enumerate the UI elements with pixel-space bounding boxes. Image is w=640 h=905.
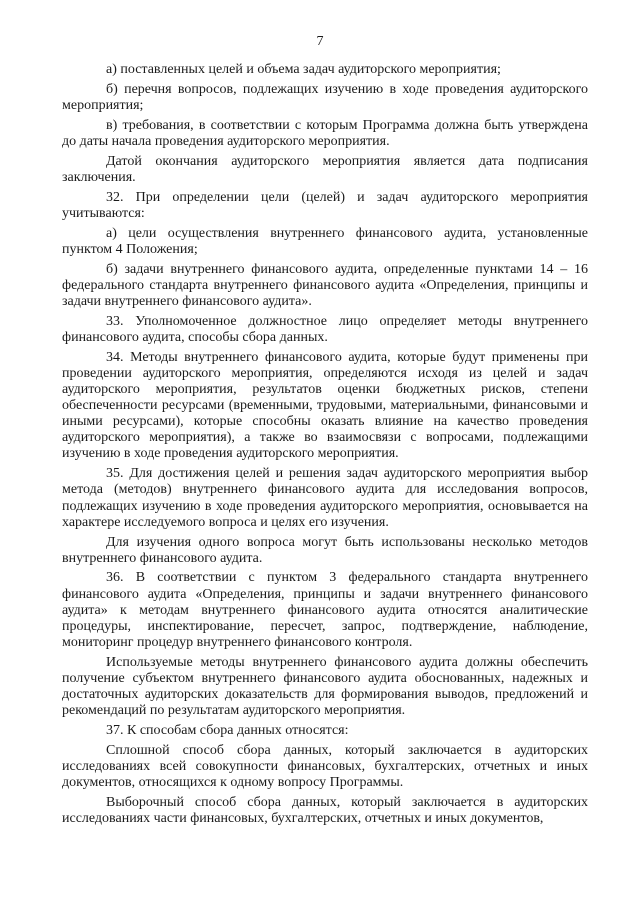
clause-37: 37. К способам сбора данных относятся: bbox=[106, 722, 349, 738]
list-item-b: б) перечня вопросов, подлежащих изучению в ходе проведения аудиторского мероприятия; bbox=[62, 81, 588, 113]
clause-34: 34. Методы внутреннего финансового аудита, которые будут применены при проведении аудиторского мероприятия, определяются исходя из целей и задач аудиторского мероприятия, результатов оценки бюджетных рисков, степени обеспеченности ресурсами (временными, трудовыми, материальными, финансовыми и иными ресурсами), которые способны оказать влияние на качество проведения аудиторского мероприятия), а также во взаимосвязи с вопросами, подлежащими изучению в ходе проведения аудиторского мероприятия. bbox=[62, 349, 588, 462]
paragraph-end-date: Датой окончания аудиторского мероприятия является дата подписания заключения. bbox=[62, 153, 588, 185]
paragraph-methods-evidence: Используемые методы внутреннего финансового аудита должны обеспечить получение субъектом внутреннего финансового аудита обоснованных, надежных и достаточных аудиторских доказательств для формирования выводов, предложений и рекомендаций по результатам аудиторского мероприятия. bbox=[62, 654, 588, 719]
paragraph-multiple-methods: Для изучения одного вопроса могут быть использованы несколько методов внутреннего финансового аудита. bbox=[62, 534, 588, 566]
clause-32-item-a: а) цели осуществления внутреннего финансового аудита, установленные пунктом 4 Положения; bbox=[62, 225, 588, 257]
document-body bbox=[62, 62, 588, 831]
list-item-a: а) поставленных целей и объема задач аудиторского мероприятия; bbox=[106, 62, 501, 77]
paragraph-continuous-method: Сплошной способ сбора данных, который заключается в аудиторских исследованиях всей совокупности финансовых, бухгалтерских, отчетных и иных документов, относящихся к одному вопросу Программы. bbox=[62, 742, 588, 790]
list-item-v: в) требования, в соответствии с которым Программа должна быть утверждена до даты начала проведения аудиторского мероприятия. bbox=[62, 117, 588, 149]
clause-36: 36. В соответствии с пунктом 3 федерального стандарта внутреннего финансового аудита «Определения, принципы и задачи внутреннего финансового аудита» к методам внутреннего финансового аудита относятся аналитические процедуры, инспектирование, пересчет, запрос, подтверждение, наблюдение, мониторинг процедур внутреннего финансового контроля. bbox=[62, 570, 588, 650]
page-number: 7 bbox=[316, 34, 324, 49]
paragraph-sampling-method: Выборочный способ сбора данных, который заключается в аудиторских исследованиях части финансовых, бухгалтерских, отчетных и иных документов, bbox=[62, 794, 588, 826]
clause-33: 33. Уполномоченное должностное лицо определяет методы внутреннего финансового аудита, способы сбора данных. bbox=[62, 313, 588, 345]
clause-35: 35. Для достижения целей и решения задач аудиторского мероприятия выбор метода (методов) внутреннего финансового аудита для исследования вопросов, подлежащих изучению в ходе проведения аудиторского мероприятия, основывается на характере исследуемого вопроса и целях его изучения. bbox=[62, 466, 588, 530]
clause-32: 32. При определении цели (целей) и задач аудиторского мероприятия учитываются: bbox=[62, 189, 588, 221]
clause-32-item-b: б) задачи внутреннего финансового аудита, определенные пунктами 14 – 16 федерального стандарта внутреннего финансового аудита «Определения, принципы и задачи внутреннего финансового аудита». bbox=[62, 261, 588, 309]
